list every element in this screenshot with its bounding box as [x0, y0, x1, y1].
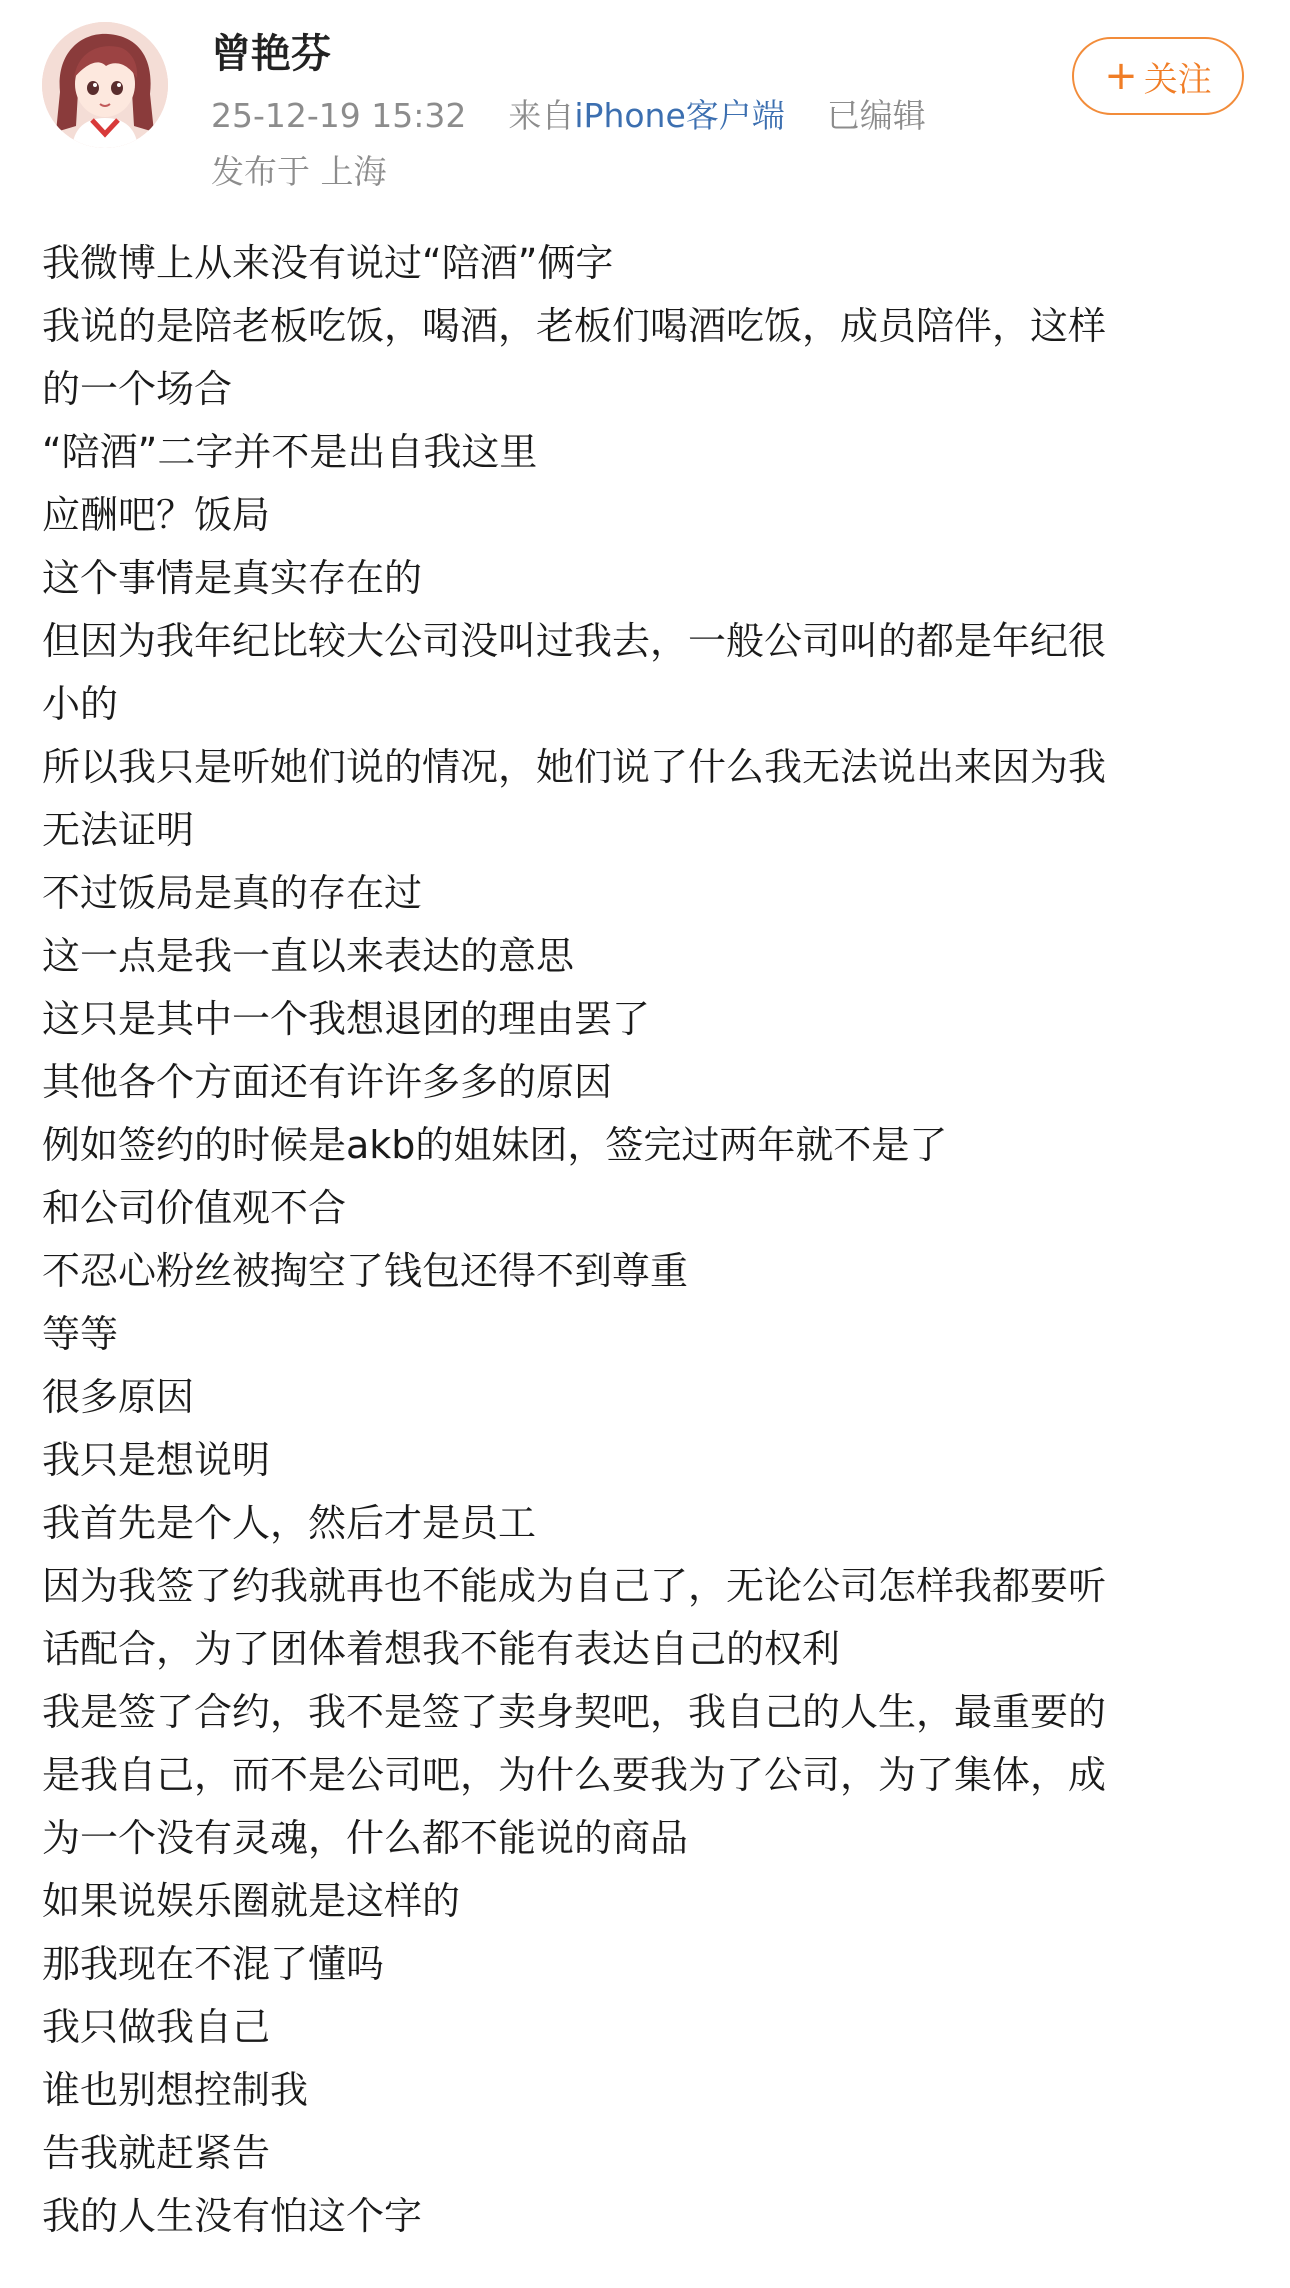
plus-icon: + — [1104, 53, 1138, 99]
post-text-line: 不过饭局是真的存在过 — [42, 871, 423, 915]
post-text-line: 因为我签了约我就再也不能成为自己了，无论公司怎样我都要听 — [42, 1564, 1107, 1608]
post-text-line: 我是签了合约，我不是签了卖身契吧，我自己的人生，最重要的 — [42, 1690, 1107, 1734]
post-text-line: 我只做我自己 — [42, 2005, 271, 2049]
post-text-line: 我微博上从来没有说过“陪酒”俩字 — [42, 241, 614, 285]
post-text-line: 我说的是陪老板吃饭，喝酒，老板们喝酒吃饭，成员陪伴，这样 — [42, 304, 1107, 348]
post-text-line: 这只是其中一个我想退团的理由罢了 — [42, 997, 651, 1041]
post-text-line: 告我就赶紧告 — [42, 2131, 271, 2175]
post-header — [0, 0, 1290, 200]
post-text-line: 但因为我年纪比较大公司没叫过我去，一般公司叫的都是年纪很 — [42, 619, 1107, 663]
post-text-line: 不忍心粉丝被掏空了钱包还得不到尊重 — [42, 1249, 689, 1293]
post-text-line: 为一个没有灵魂，什么都不能说的商品 — [42, 1816, 689, 1860]
post-text-line: 和公司价值观不合 — [42, 1186, 347, 1230]
post-meta — [211, 96, 926, 136]
source-client-link[interactable]: iPhone客户端 — [574, 96, 785, 135]
post-text-line: 应酬吧？饭局 — [42, 493, 271, 537]
post-text-line: “陪酒”二字并不是出自我这里 — [42, 430, 538, 474]
post-text-line: 是我自己，而不是公司吧，为什么要我为了公司，为了集体，成 — [42, 1753, 1107, 1797]
post-text-line: 的一个场合 — [42, 367, 233, 411]
post-text-line: 这个事情是真实存在的 — [42, 556, 423, 600]
post-text-line: 谁也别想控制我 — [42, 2068, 309, 2112]
follow-button[interactable] — [1072, 37, 1244, 115]
post-text-line: 这一点是我一直以来表达的意思 — [42, 934, 575, 978]
avatar-image — [42, 22, 168, 148]
post-text-line: 那我现在不混了懂吗 — [42, 1942, 385, 1986]
post-text-line: 小的 — [42, 682, 119, 726]
post-text-line: 所以我只是听她们说的情况，她们说了什么我无法说出来因为我 — [42, 745, 1107, 789]
post-text-line: 话配合，为了团体着想我不能有表达自己的权利 — [42, 1627, 841, 1671]
post-text-line: 我的人生没有怕这个字 — [42, 2194, 423, 2238]
post-text-line: 例如签约的时候是akb的姐妹团，签完过两年就不是了 — [42, 1123, 948, 1167]
post-text-line: 无法证明 — [42, 808, 195, 852]
post-text-line: 我只是想说明 — [42, 1438, 271, 1482]
post-timestamp: 25-12-19 15:32 — [211, 96, 467, 135]
avatar[interactable] — [42, 22, 168, 148]
post-location: 发布于 上海 — [211, 152, 387, 191]
post-text-line: 其他各个方面还有许许多多的原因 — [42, 1060, 613, 1104]
post-text-line: 如果说娱乐圈就是这样的 — [42, 1879, 461, 1923]
post-text-line: 等等 — [42, 1312, 119, 1356]
source-prefix: 来自 — [508, 96, 575, 135]
author-name[interactable]: 曾艳芬 — [211, 31, 331, 77]
post-content — [42, 232, 1222, 2248]
edited-label[interactable]: 已编辑 — [826, 96, 926, 135]
post-text-line: 很多原因 — [42, 1375, 195, 1419]
post-text-line: 我首先是个人，然后才是员工 — [42, 1501, 537, 1545]
follow-label: 关注 — [1143, 59, 1212, 100]
